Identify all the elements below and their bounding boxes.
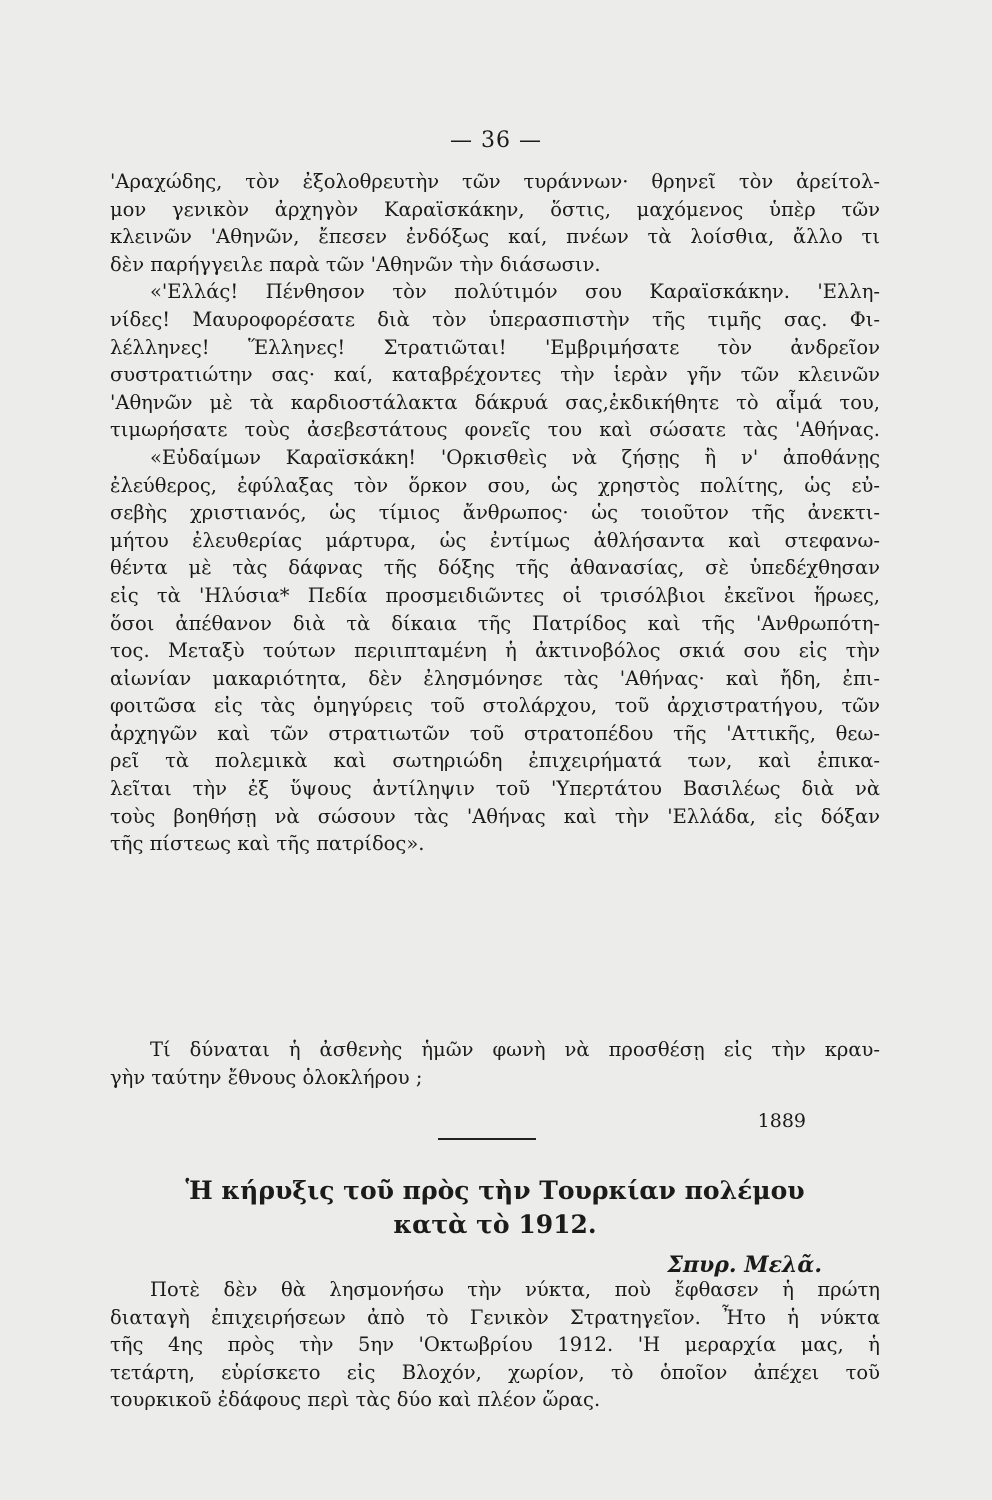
text-line: ὅσοι ἀπέθανον διὰ τὰ δίκαια τῆς Πατρίδος καὶ τῆς 'Ανθρωπότη- (110, 611, 880, 635)
text-line: φοιτῶσα εἰς τὰς ὁμηγύρεις τοῦ στολάρχου, τοῦ ἀρχιστρατήγου, τῶν (110, 694, 880, 718)
text-line: συστρατιώτην σας· καί, καταβρέχοντες τὴν ἱερὰν γῆν τῶν κλεινῶν (110, 363, 880, 387)
text-line: μον γενικὸν ἀρχηγὸν Καραϊσκάκην, ὅστις, μαχόμενος ὑπὲρ τῶν (110, 197, 880, 221)
text-line: δὲν παρήγγειλε παρὰ τῶν 'Αθηνῶν τὴν διάσωσιν. (110, 252, 601, 276)
article-title-line: Ἡ κήρυξις τοῦ πρὸς τὴν Τουρκίαν πολέμου (185, 1176, 805, 1205)
text-line: κλεινῶν 'Αθηνῶν, ἔπεσεν ἐνδόξως καί, πνέων τὰ λοίσθια, ἄλλο τι (110, 225, 880, 249)
section-divider (438, 1138, 536, 1140)
text-line: τουρκικοῦ ἐδάφους περὶ τὰς δύο καὶ πλέον ὥρας. (110, 1388, 601, 1412)
text-line: τος. Μεταξὺ τούτων περιιπταμένη ἡ ἀκτινοβόλος σκιά σου εἰς τὴν (110, 639, 880, 663)
text-line: τοὺς βοηθήσῃ νὰ σώσουν τὰς 'Αθήνας καὶ τὴν 'Ελλάδα, εἰς δόξαν (110, 804, 880, 828)
text-line: τιμωρήσατε τοὺς ἀσεβεστάτους φονεῖς του καὶ σώσατε τὰς 'Αθήνας. (110, 418, 880, 442)
text-line: ἐλεύθερος, ἐφύλαξας τὸν ὅρκον σου, ὡς χρηστὸς πολίτης, ὡς εὐ- (110, 473, 880, 497)
text-line: ρεῖ τὰ πολεμικὰ καὶ σωτηριώδη ἐπιχειρήματά των, καὶ ἐπικα- (110, 749, 880, 773)
text-line: λέλληνες! Ἕλληνες! Στρατιῶται! 'Εμβριμήσατε τὸν ἀνδρεῖον (110, 335, 880, 359)
text-line: «'Ελλάς! Πένθησον τὸν πολύτιμόν σου Καραϊσκάκην. 'Ελλη- (150, 280, 880, 304)
article-author: Σπυρ. Μελᾶ. (667, 1252, 822, 1278)
text-line: τῆς 4ης πρὸς τὴν 5ην 'Οκτωβρίου 1912. 'Η μεραρχία μας, ἡ (110, 1333, 880, 1357)
text-line: «Εὐδαίμων Καραϊσκάκη! 'Ορκισθεὶς νὰ ζήσῃς ἢ ν' ἀποθάνῃς (150, 445, 880, 469)
date: 1889 (757, 1110, 806, 1132)
text-line: σεβὴς χριστιανός, ὡς τίμιος ἄνθρωπος· ὡς τοιοῦτον τῆς ἀνεκτι- (110, 501, 880, 525)
text-line: εἰς τὰ 'Ηλύσια* Πεδία προσμειδιῶντες οἱ τρισόλβιοι ἐκεῖνοι ἥρωες, (110, 583, 880, 607)
article-body (110, 1276, 880, 1414)
body-text-section-1 (110, 168, 880, 858)
text-line: τετάρτη, εὑρίσκετο εἰς Βλοχόν, χωρίον, τὸ ὁποῖον ἀπέχει τοῦ (110, 1360, 880, 1384)
text-line: νίδες! Μαυροφορέσατε διὰ τὸν ὑπερασπιστὴν τῆς τιμῆς σας. Φι- (110, 307, 880, 331)
text-line: Τί δύναται ἡ ἀσθενὴς ἡμῶν φωνὴ νὰ προσθέσῃ εἰς τὴν κραυ- (150, 1038, 880, 1061)
text-line: θέντα μὲ τὰς δάφνας τῆς δόξης τῆς ἀθανασίας, σὲ ὑπεδέχθησαν (110, 556, 880, 580)
text-line: μήτου ἐλευθερίας μάρτυρα, ὡς ἐντίμως ἀθλήσαντα καὶ στεφανω- (110, 528, 880, 552)
text-line: 'Αραχώδης, τὸν ἐξολοθρευτὴν τῶν τυράννων· θρηνεῖ τὸν ἀρείτολ- (110, 170, 880, 193)
article-title-line: κατὰ τὸ 1912. (393, 1210, 597, 1239)
text-line: ἀρχηγῶν καὶ τῶν στρατιωτῶν τοῦ στρατοπέδου τῆς 'Αττικῆς, θεω- (110, 721, 880, 745)
text-line: 'Αθηνῶν μὲ τὰ καρδιοστάλακτα δάκρυά σας,ἐκδικήθητε τὸ αἷμά του, (110, 390, 880, 414)
text-line: αἰωνίαν μακαριότητα, δὲν ἐλησμόνησε τὰς 'Αθήνας· καὶ ἤδη, ἐπι- (110, 666, 880, 690)
text-line: Ποτὲ δὲν θὰ λησμονήσω τὴν νύκτα, ποὺ ἔφθασεν ἡ πρώτη (150, 1278, 880, 1301)
text-line: διαταγὴ ἐπιχειρήσεων ἀπὸ τὸ Γενικὸν Στρατηγεῖον. Ἦτο ἡ νύκτα (110, 1305, 880, 1329)
article-title (110, 1174, 880, 1242)
page-number: — 36 — (450, 128, 542, 153)
body-text-section-2 (110, 1036, 880, 1091)
text-line: γὴν ταύτην ἔθνους ὁλοκλήρου ; (110, 1065, 423, 1089)
text-line: τῆς πίστεως καὶ τῆς πατρίδος». (110, 832, 425, 856)
text-line: λεῖται τὴν ἐξ ὕψους ἀντίληψιν τοῦ 'Υπερτάτου Βασιλέως διὰ νὰ (110, 777, 880, 801)
